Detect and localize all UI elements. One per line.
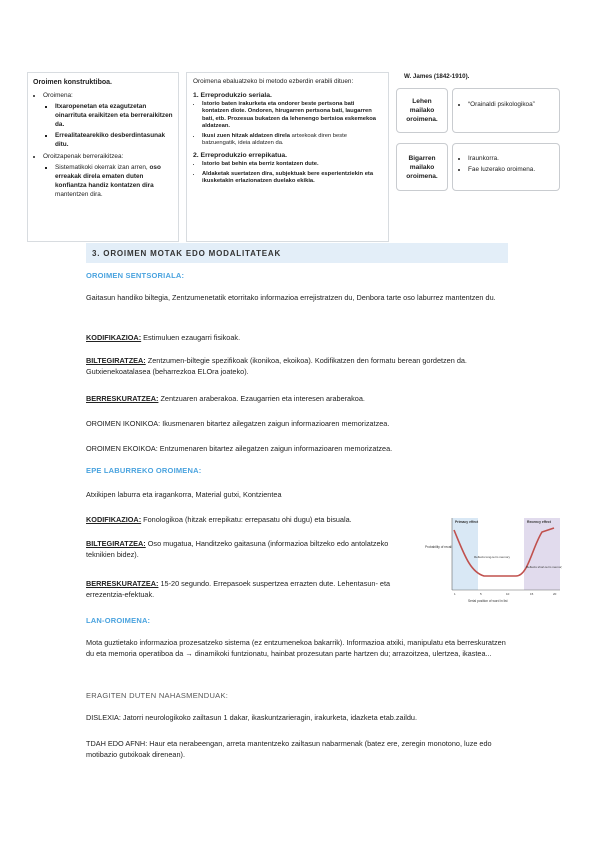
sensorial-heading: OROIMEN SENTSORIALA: [86,271,185,280]
section-title: 3. OROIMEN MOTAK EDO MODALITATEAK [92,249,282,258]
sensorial-storage: BILTEGIRATZEA: Zentzumen-biltegie spezifikoak (ikonikoa, ekoikoa). Kodifikatzen den formatu berean gordetzen da. Gutxienekoatalasea (beharrezkoa ELOra joateko). [86,356,467,376]
iconic-memory: OROIMEN IKONIKOA: Ikusmenaren bitartez ailegatzen zaigun informazioaren memorizatzea. [86,419,390,428]
short-term-intro: Atxikipen laburra eta iragankorra, Material gutxi, Kontzientea [86,490,282,499]
disorders-heading: ERAGITEN DUTEN NAHASMENDUAK: [86,691,229,700]
list-item: • Istorio bat behin eta berriz kontatzen dute. [202,161,382,169]
list-item: • Fae luzerako oroimena. [468,164,553,175]
sensorial-retrieval: BERRESKURATZEA: Zentzuaren araberakoa. Ezaugarrien eta interesen araberakoa. [86,394,365,403]
chart-recency-label: Recency effect [527,520,551,524]
chart-xlabel: Serial position of word in list [468,599,508,603]
chart-tick: 5 [480,592,482,596]
chart-tick: 1 [454,592,456,596]
chart-tick: 20 [553,592,557,596]
chart-short-term-label: Reflects short-term memory [526,565,562,569]
constructive-memory-box [27,72,179,242]
chart-tick: 10 [506,592,510,596]
chart-ylabel: Probability of recall [425,545,452,549]
second-level-memory-label: Bigarren mailako oroimena. [396,143,448,191]
list-item: • Aldaketak suertatzen dira, subjektuak bere esperientziekin eta ikusketakin erlazionatzen duelako ekikia. [202,171,382,186]
evaluation-methods-box [186,72,389,242]
working-memory-heading: LAN-OROIMENA: [86,616,151,625]
panel-title: W. James (1842-1910). [404,73,470,80]
box-intro: Oroimena ebaluatzeko bi metodo ezberdin erabili dituen: [193,78,354,85]
sensorial-intro: Gaitasun handiko biltegia, Zentzumenetatik etorritako informazioa errejistratzen du, Denbora tarte oso laburrez mantentzen du. [86,293,496,302]
serial-position-chart [424,514,562,604]
sensorial-coding: KODIFIKAZIOA: Estimuluen ezaugarri fisikoak. [86,333,241,342]
list-item: • Ikusi zuen hitzak aldatzen direla artxekoak diren beste batzuengatik, ideia aldatzen da. [202,133,382,148]
echoic-memory: OROIMEN EKOIKOA: Entzumenaren bitartez ailegatzen zaigun informazioaren memorizatzea. [86,444,393,453]
working-memory-text: Mota guztietako informazioa prozesatzeko sistema (ez entzumenekoa bakarrik). Informazioa atxiki, manipulatu eta berreskuratzen du eta memoria operatiboa da → dinamikoki funtzionatu, hainbat prozesutan parte hartzen du; arrazoitzea, ulertzea, ikastea... [86,638,506,658]
short-term-storage: BILTEGIRATZEA: Oso mugatua, Handitzeko gaitasuna (informazioa biltzeko edo antolatzeko teknikien bidez). [86,539,389,559]
serial-position-figure [424,514,562,604]
list-item: • “Orainaldi psikologikoa” [468,101,553,108]
list-item: • Istorio baten irakurketa eta ondorer beste pertsona bati kontatzen diote. Ondoren, hirugarren pertsona bati, laugarren bati, etb. Prozesua bukatzen da lehenengo bertsioa eskemekoa aldatzean. [202,101,382,131]
list-item: • Iraunkorra. [468,153,553,164]
chart-tick: 15 [530,592,534,596]
dyslexia-text: DISLEXIA: Jatorri neurologikoko zailtasun 1 dakar, ikaskuntzarieragin, irakurketa, idazketa etab.zaildu. [86,713,417,722]
list-item: ▪ Itxaropenetan eta ezagutzetan oinarrituta eraikitzen eta berreraikitzen da. [55,102,173,129]
first-level-memory-detail [452,88,560,133]
adhd-text: TDAH EDO AFNH: Haur eta nerabeengan, arreta mantentzeko zailtasun nabarmenak (batez ere, zeregin monotono, luze edo motibazio gutxikoak direnean). [86,739,492,759]
list-item: • Oroimena: ▪ Itxaropenetan eta ezagutzetan oinarrituta eraikitzen eta berreraikitzen da. ▪ Errealitatearekiko desberdintasunak ditu. [43,91,173,149]
method-2-heading: 2. Erreprodukzio errepikatua. [193,152,288,160]
short-term-retrieval: BERRESKURATZEA: 15-20 segundo. Errepasoek suspertzea errazten dute. Lehentasun- eta errezentzia-efektuak. [86,579,391,599]
method-1-heading: 1. Erreprodukzio seriala. [193,91,272,99]
list-item: • Oroitzapenak berreraikitzea: ▪ Sistematikoki okerrak izan arren, oso erreakak direla ematen duten konfiantza handiz kontatzen dira mantentzen dira. [43,152,173,199]
list-item: ▪ Errealitatearekiko desberdintasunak ditu. [55,131,173,149]
chart-primacy-label: Primacy effect [455,520,479,524]
chart-long-term-label: Reflects long-term memory [474,555,511,559]
short-term-heading: EPE LABURREKO OROIMENA: [86,466,202,475]
list-item: ▪ Sistematikoki okerrak izan arren, oso erreakak direla ematen duten konfiantza handiz kontatzen dira mantentzen dira. [55,163,173,199]
box-title: Oroimen konstruktiboa. [33,79,112,86]
second-level-memory-detail [452,143,560,191]
first-level-memory-label: Lehen mailako oroimena. [396,88,448,133]
short-term-coding: KODIFIKAZIOA: Fonologikoa (hitzak errepikatu: errepasatu ohi dugu) eta bisuala. [86,515,352,524]
